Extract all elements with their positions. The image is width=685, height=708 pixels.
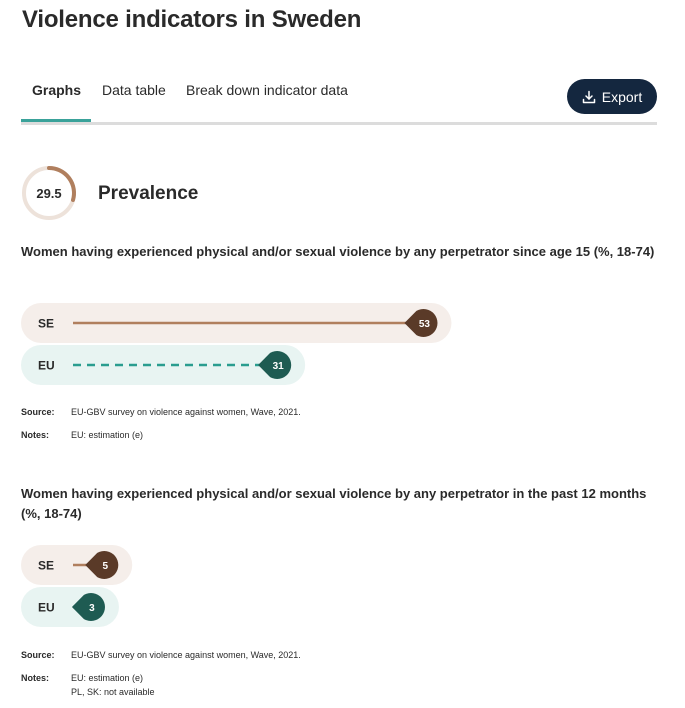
prevalence-badge: [21, 165, 77, 221]
export-label: Export: [601, 88, 643, 105]
data-label: 31: [272, 361, 284, 372]
category-label: SE: [38, 316, 55, 331]
category-label: SE: [38, 558, 55, 573]
indicator-chart: [21, 544, 421, 632]
prevalence-value: 29.5: [36, 185, 62, 201]
tab-graphs[interactable]: Graphs: [32, 82, 82, 98]
indicator-title: Women having experienced physical and/or sexual violence by any perpetrator since age 15 (%, 18-74): [21, 244, 655, 259]
active-tab-indicator: [21, 119, 91, 122]
page-title: Violence indicators in Sweden: [22, 6, 362, 33]
export-button[interactable]: [567, 79, 657, 114]
data-label: 53: [418, 319, 431, 330]
notes-row: Notes: EU: estimation (e) PL, SK: not available: [21, 673, 155, 697]
source-row: Source: EU-GBV survey on violence against women, Wave, 2021.: [21, 650, 301, 660]
tab-bar: [21, 78, 657, 125]
source-row: Source: EU-GBV survey on violence against women, Wave, 2021.: [21, 407, 301, 417]
category-label: EU: [38, 600, 55, 615]
indicator-chart: [21, 302, 431, 390]
section-title: Prevalence: [98, 183, 199, 204]
indicator-title: Women having experienced physical and/or sexual violence by any perpetrator in the past 12 months (%, 18-74): [21, 486, 647, 521]
download-icon: [582, 90, 596, 104]
tab-data-table[interactable]: Data table: [102, 82, 166, 98]
data-label: 3: [89, 603, 95, 614]
category-label: EU: [38, 358, 55, 373]
notes-row: Notes: EU: estimation (e): [21, 430, 144, 440]
tab-break-down-indicator-data[interactable]: Break down indicator data: [186, 82, 348, 98]
data-label: 5: [102, 561, 109, 572]
